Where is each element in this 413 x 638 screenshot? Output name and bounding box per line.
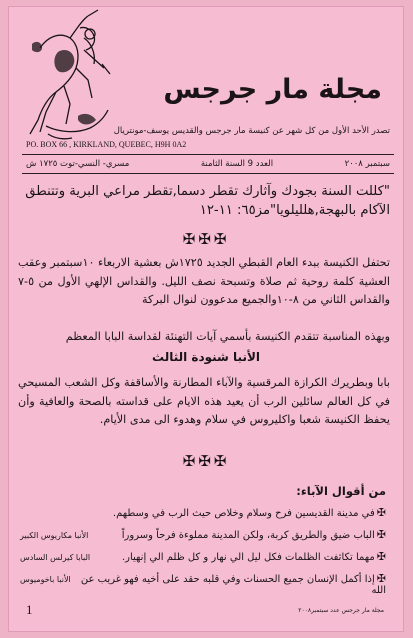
page-footer [26, 602, 384, 618]
sayings-title: من أقوال الآباء: [296, 484, 386, 498]
header-rule-top [22, 154, 394, 155]
psalm-quote: "كللت السنة بجودك وآثارك تقطر دسما,تقطر مراعي البرية وتتنطق الآكام بالبهجة,هلليلويا"مز٦٥: ١١-١٢ [25, 184, 390, 218]
saint-george-logo-icon [18, 8, 116, 144]
saying-item [20, 528, 386, 541]
magazine-page [8, 6, 404, 632]
crosses-divider-2: ✠✠✠ [182, 452, 230, 470]
saying-attribution: الأنبا باخوميوس [20, 575, 71, 584]
crosses-divider-1: ✠✠✠ [182, 230, 230, 248]
congratulations-paragraph: وبهذه المناسبة تتقدم الكنيسة بأسمي آيات التهنئة لقداسة البابا المعظم [65, 330, 390, 343]
postal-address: PO. BOX 66 , KIRKLAND, QUEBEC, H9H 0A2 [26, 140, 187, 149]
saying-item [20, 572, 386, 596]
coptic-cross-icon: ✠ [376, 550, 386, 563]
coptic-cross-icon: ✠ [376, 506, 386, 519]
issue-info-bar [26, 159, 390, 169]
issue-date: سبتمبر ٢٠٠٨ [344, 159, 390, 169]
saying-text: في مدينة القديسين فرح وسلام وخلاص حيث الرب في وسطهم. [112, 508, 375, 519]
saying-item [20, 506, 386, 519]
saying-text: الباب ضيق والطريق كربة، ولكن المدينة مملوءة فرحاً وسروراً [121, 530, 375, 541]
footer-note: مجلة مار جرجس عدد سبتمبر٢٠٠٨ [298, 606, 384, 614]
saying-attribution: الأنبا مكاريوس الكبير [20, 531, 89, 540]
saying-text: إذا أكمل الإنسان جميع الحسنات وفي قلبه حقد على أخيه فهو غريب عن الله [80, 574, 386, 596]
new-year-paragraph: تحتفل الكنيسة ببدء العام القبطي الجديد ١٧٢٥ش بعشية الاربعاء ١٠سبتمبر وعقب العشية كلمة روحية ثم صلاة وتسبحة نصف الليل. والقداس الإلهي الأول من ٥-٧ والقداس الثاني من ٨-١٠والجميع مدعوون لنوال البركة [18, 256, 390, 306]
coptic-cross-icon: ✠ [376, 528, 386, 541]
coptic-date: مسري- النسي-توت ١٧٢٥ ش [26, 159, 130, 169]
pope-heading: الأنبا شنودة الثالث [151, 350, 260, 364]
issue-number: العدد 9 السنة الثامنة [200, 159, 274, 169]
coptic-cross-icon: ✠ [376, 572, 386, 585]
header-rule-bottom [22, 173, 394, 174]
magazine-title: مجلة مار جرجس [163, 74, 382, 105]
page-number: 1 [26, 602, 33, 617]
saying-text: مهما تكاثفت الظلمات فكل ليل الي نهار و كل ظلم الي إنهيار. [121, 552, 375, 563]
pope-paragraph: بابا وبطريرك الكرازة المرقسية والآباء المطارنة والأساقفة وكل الشعب المسيحي في كل العالم سائلين الرب أن يعيد هذه الايام على قداسته بالصحة والعافية وأن يحفظ الكنيسة شعبا واكليروس في سلام وهدوء الى مدى الأيام. [18, 376, 390, 426]
saying-item [20, 550, 386, 563]
magazine-subtitle: تصدر الأحد الأول من كل شهر عن كنيسة مار جرجس والقديس يوسف-مونتريال [113, 126, 390, 136]
saying-attribution: البابا كيرلس السادس [20, 553, 91, 562]
